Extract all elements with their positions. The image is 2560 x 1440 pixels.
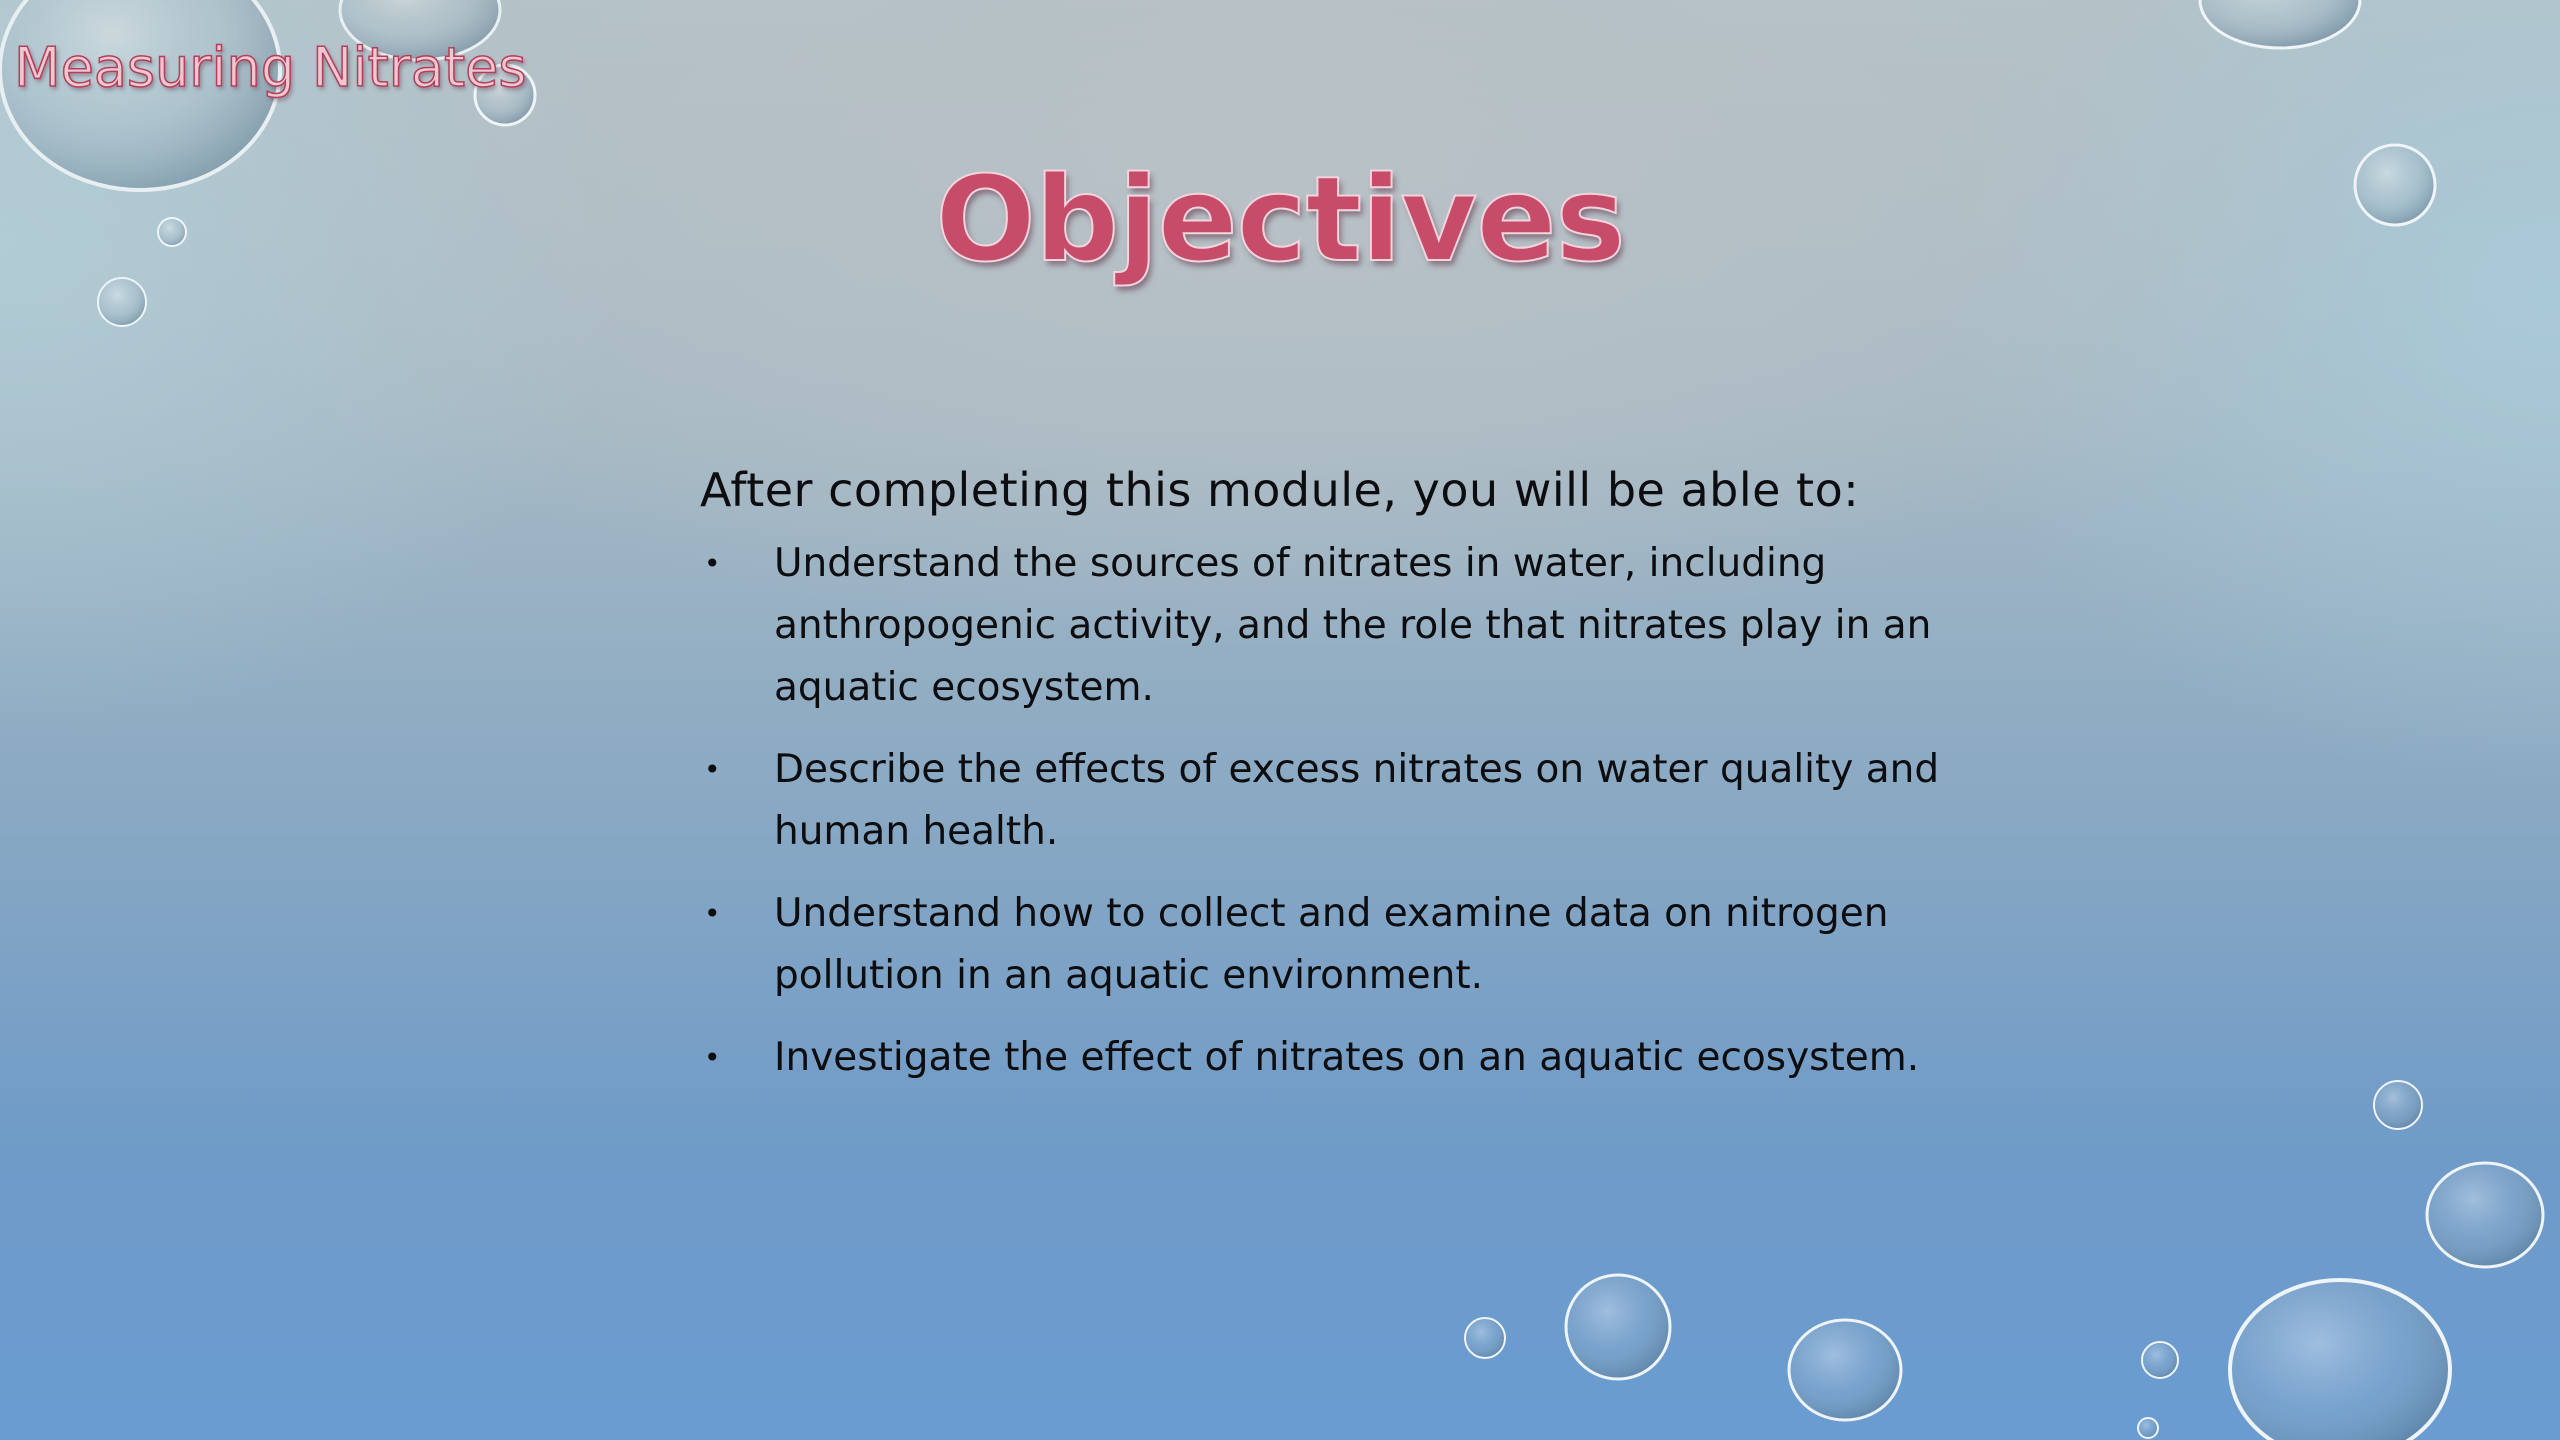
- bullet-icon: •: [704, 753, 721, 786]
- objective-text: Understand how to collect and examine data on nitrogen pollution in an aquatic environment.: [774, 891, 1889, 998]
- objective-text: Describe the effects of excess nitrates on water quality and human health.: [774, 747, 1940, 854]
- objective-text: Investigate the effect of nitrates on an aquatic ecosystem.: [774, 1035, 1920, 1080]
- bottom-droplets: [1465, 1081, 2543, 1440]
- objectives-list: [700, 533, 1980, 1089]
- bullet-icon: •: [704, 547, 721, 580]
- corner-title: Measuring Nitrates: [14, 36, 527, 99]
- objective-item: [700, 1027, 1980, 1089]
- bullet-icon: •: [704, 1041, 721, 1074]
- bullet-icon: •: [704, 897, 721, 930]
- objective-item: [700, 883, 1980, 1007]
- objective-item: [700, 533, 1980, 719]
- slide-content: [700, 455, 1980, 1109]
- intro-text: After completing this module, you will be able to:: [700, 463, 1860, 517]
- slide-heading: Objectives: [935, 150, 1625, 288]
- objective-item: [700, 739, 1980, 863]
- objective-text: Understand the sources of nitrates in water, including anthropogenic activity, and the role that nitrates play in an aquatic ecosystem.: [774, 541, 1932, 710]
